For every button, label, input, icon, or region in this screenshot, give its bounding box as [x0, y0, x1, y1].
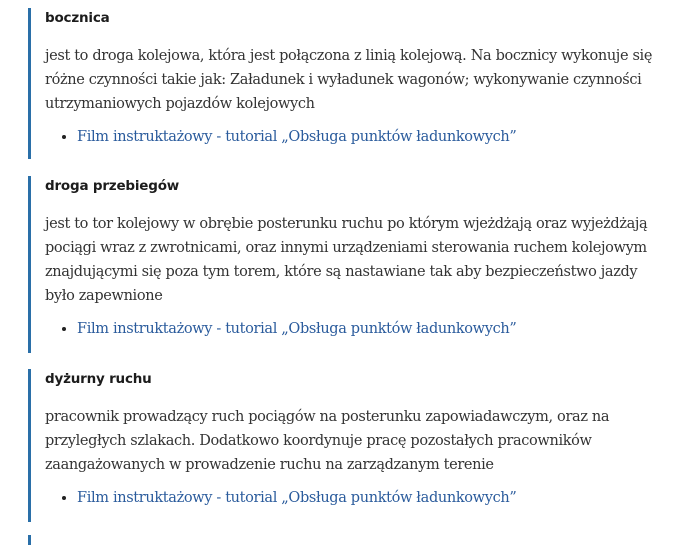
glossary-definition: pracownik prowadzący ruch pociągów na posterunku zapowiadawczym, oraz na przyległych szlakach. Dodatkowo koordynuje pracę pozostałych pracowników zaangażowanych w prowadzenie ruchu na zarządzanym terenie — [45, 409, 610, 473]
tutorial-video-link[interactable]: Film instruktażowy - tutorial „Obsługa punktów ładunkowych” — [77, 490, 517, 506]
glossary-term: bocznica — [45, 10, 110, 26]
related-links-list — [45, 486, 668, 510]
glossary-entry-droga-przebiegow — [28, 176, 668, 353]
tutorial-video-link[interactable]: Film instruktażowy - tutorial „Obsługa punktów ładunkowych” — [77, 129, 517, 145]
glossary-definition: jest to tor kolejowy w obrębie posterunku ruchu po którym wjeżdżają oraz wyjeżdżają pociągi wraz z zwrotnicami, oraz innymi urządzeniami sterowania ruchem kolejowym znajdującymi się poza tym torem, które są nastawiane tak aby bezpieczeństwo jazdy było zapewnione — [45, 216, 648, 304]
glossary-term: droga przebiegów — [45, 178, 180, 194]
tutorial-video-link[interactable]: Film instruktażowy - tutorial „Obsługa punktów ładunkowych” — [77, 321, 517, 337]
list-item — [77, 317, 668, 341]
glossary-definition: jest to droga kolejowa, która jest połączona z linią kolejową. Na bocznicy wykonuje się różne czynności takie jak: Załadunek i wyładunek wagonów; wykonywanie czynności utrzymaniowych pojazdów kolejowych — [45, 48, 653, 112]
list-item — [77, 125, 668, 149]
glossary-term: dyżurny ruchu — [45, 371, 152, 387]
glossary-entry-bocznica — [28, 8, 668, 159]
glossary-entry-dyzurny-ruchu — [28, 369, 668, 522]
list-item — [77, 486, 668, 510]
related-links-list — [45, 317, 668, 341]
related-links-list — [45, 125, 668, 149]
